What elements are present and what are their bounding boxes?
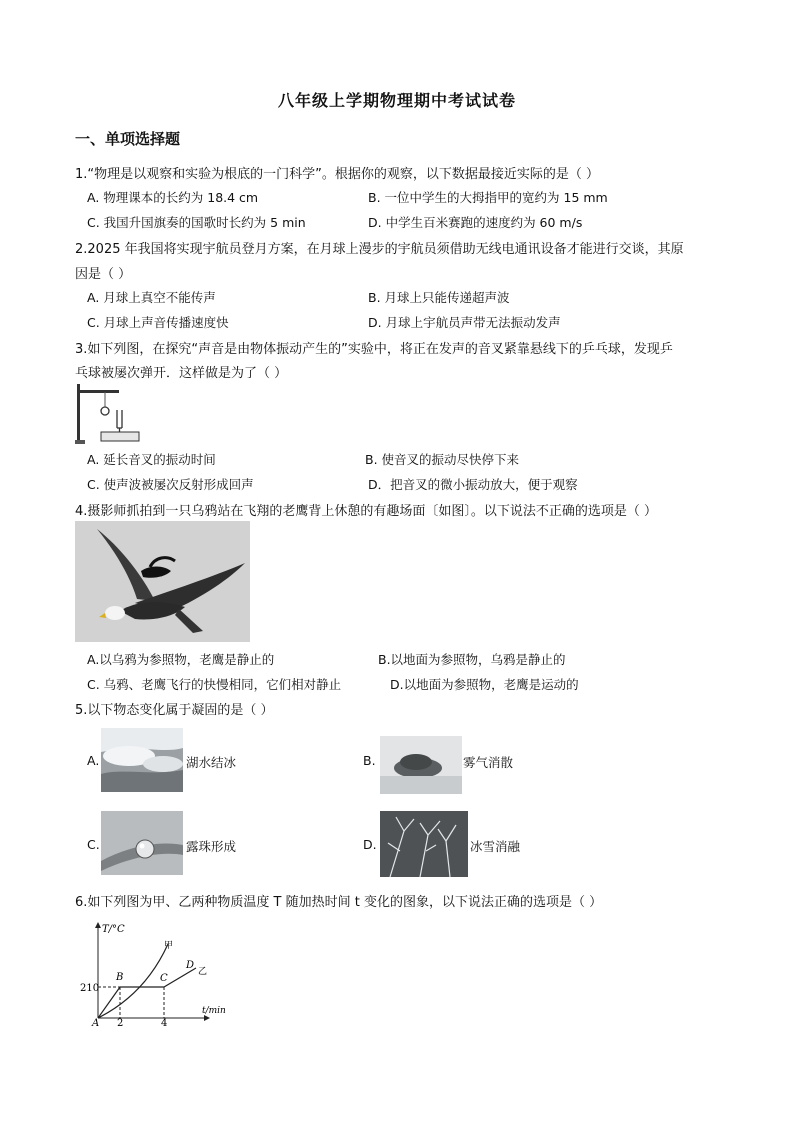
question-3-stem-line1: 3.如下列图，在探究“声音是由物体振动产生的”实验中，将正在发声的音叉紧靠悬线下的乒乓球，发现乒 xyxy=(75,342,673,357)
q4-option-d: D.以地面为参照物，老鹰是运动的 xyxy=(390,677,579,692)
frozen-lake-image xyxy=(101,728,183,792)
graph-label-jia: 甲 xyxy=(164,941,174,951)
q1-option-c: C. 我国升国旗奏的国歌时长约为 5 min xyxy=(87,215,306,230)
graph-x-tick-2: 2 xyxy=(117,1018,124,1028)
graph-point-d: D xyxy=(186,960,195,971)
dew-drop-image xyxy=(101,811,183,875)
q4-option-c: C. 乌鸦、老鹰飞行的快慢相同，它们相对静止 xyxy=(87,677,342,692)
q3-option-c: C. 使声波被屡次反射形成回声 xyxy=(87,477,254,492)
q2-option-d: D. 月球上宇航员声带无法振动发声 xyxy=(368,315,561,330)
q1-option-d: D. 中学生百米赛跑的速度约为 60 m/s xyxy=(368,215,583,230)
q5-option-b-letter: B. xyxy=(363,753,376,768)
section-heading: 一、单项选择题 xyxy=(75,130,181,148)
mist-tree-image xyxy=(380,736,462,794)
q5-option-a-letter: A. xyxy=(87,753,100,768)
graph-x-label: t/min xyxy=(202,1006,226,1016)
question-2-stem-line1: 2.2025 年我国将实现宇航员登月方案，在月球上漫步的宇航员须借助无线电通讯设备才能进行交谈，其原 xyxy=(75,242,684,257)
question-1-stem: 1.“物理是以观察和实验为根底的一门科学”。根据你的观察，以下数据最接近实际的是（ ） xyxy=(75,167,600,182)
graph-curve-jia xyxy=(98,944,168,1018)
graph-point-c: C xyxy=(160,973,168,984)
q5-option-d-text: 冰雪消融 xyxy=(470,839,521,854)
graph-y-label: T/°C xyxy=(102,924,125,935)
graph-point-b: B xyxy=(116,972,124,983)
q1-option-b: B. 一位中学生的大拇指甲的宽约为 15 mm xyxy=(368,190,608,205)
graph-origin-label: A xyxy=(92,1018,100,1028)
eagle-crow-photo xyxy=(75,521,250,642)
graph-y-arrow xyxy=(95,922,101,928)
q2-option-a: A. 月球上真空不能传声 xyxy=(87,290,216,305)
q4-option-a: A.以乌鸦为参照物，老鹰是静止的 xyxy=(87,652,275,667)
graph-x-tick-4: 4 xyxy=(161,1018,168,1028)
q3-option-a: A. 延长音叉的振动时间 xyxy=(87,452,216,467)
q4-option-b: B.以地面为参照物，乌鸦是静止的 xyxy=(378,652,566,667)
q1-option-a: A. 物理课本的长约为 18.4 cm xyxy=(87,190,259,205)
graph-label-yi: 乙 xyxy=(198,967,208,977)
q2-option-c: C. 月球上声音传播速度快 xyxy=(87,315,229,330)
question-6-stem: 6.如下列图为甲、乙两种物质温度 T 随加热时间 t 变化的图象，以下说法正确的选项是（ ） xyxy=(75,895,603,910)
question-4-stem: 4.摄影师抓拍到一只乌鸦站在飞翔的老鹰背上休憩的有趣场面〔如图〕。以下说法不正确的选项是（ ） xyxy=(75,504,658,519)
question-2-stem-line2: 因是（ ） xyxy=(75,267,132,282)
page-title: 八年级上学期物理期中考试试卷 xyxy=(277,91,516,110)
q5-option-c-letter: C. xyxy=(87,837,100,852)
q3-option-b: B. 使音叉的振动尽快停下来 xyxy=(365,452,520,467)
q5-option-d-letter: D. xyxy=(363,837,377,852)
q5-option-b-text: 雾气消散 xyxy=(463,755,514,770)
q3-option-d: D．把音叉的微小振动放大，便于观察 xyxy=(368,477,578,492)
frost-branches-image xyxy=(380,811,468,877)
question-5-stem: 5.以下物态变化属于凝固的是（ ） xyxy=(75,703,274,718)
tuning-fork-apparatus-image xyxy=(75,382,145,446)
q5-option-c-text: 露珠形成 xyxy=(186,839,237,854)
q5-option-a-text: 湖水结冰 xyxy=(186,755,237,770)
temperature-time-graph xyxy=(78,918,238,1028)
graph-curve-yi xyxy=(98,968,196,1018)
graph-y-tick-210: 210 xyxy=(80,983,100,994)
q2-option-b: B. 月球上只能传递超声波 xyxy=(368,290,510,305)
question-3-stem-line2: 乓球被屡次弹开．这样做是为了（ ） xyxy=(75,366,288,381)
